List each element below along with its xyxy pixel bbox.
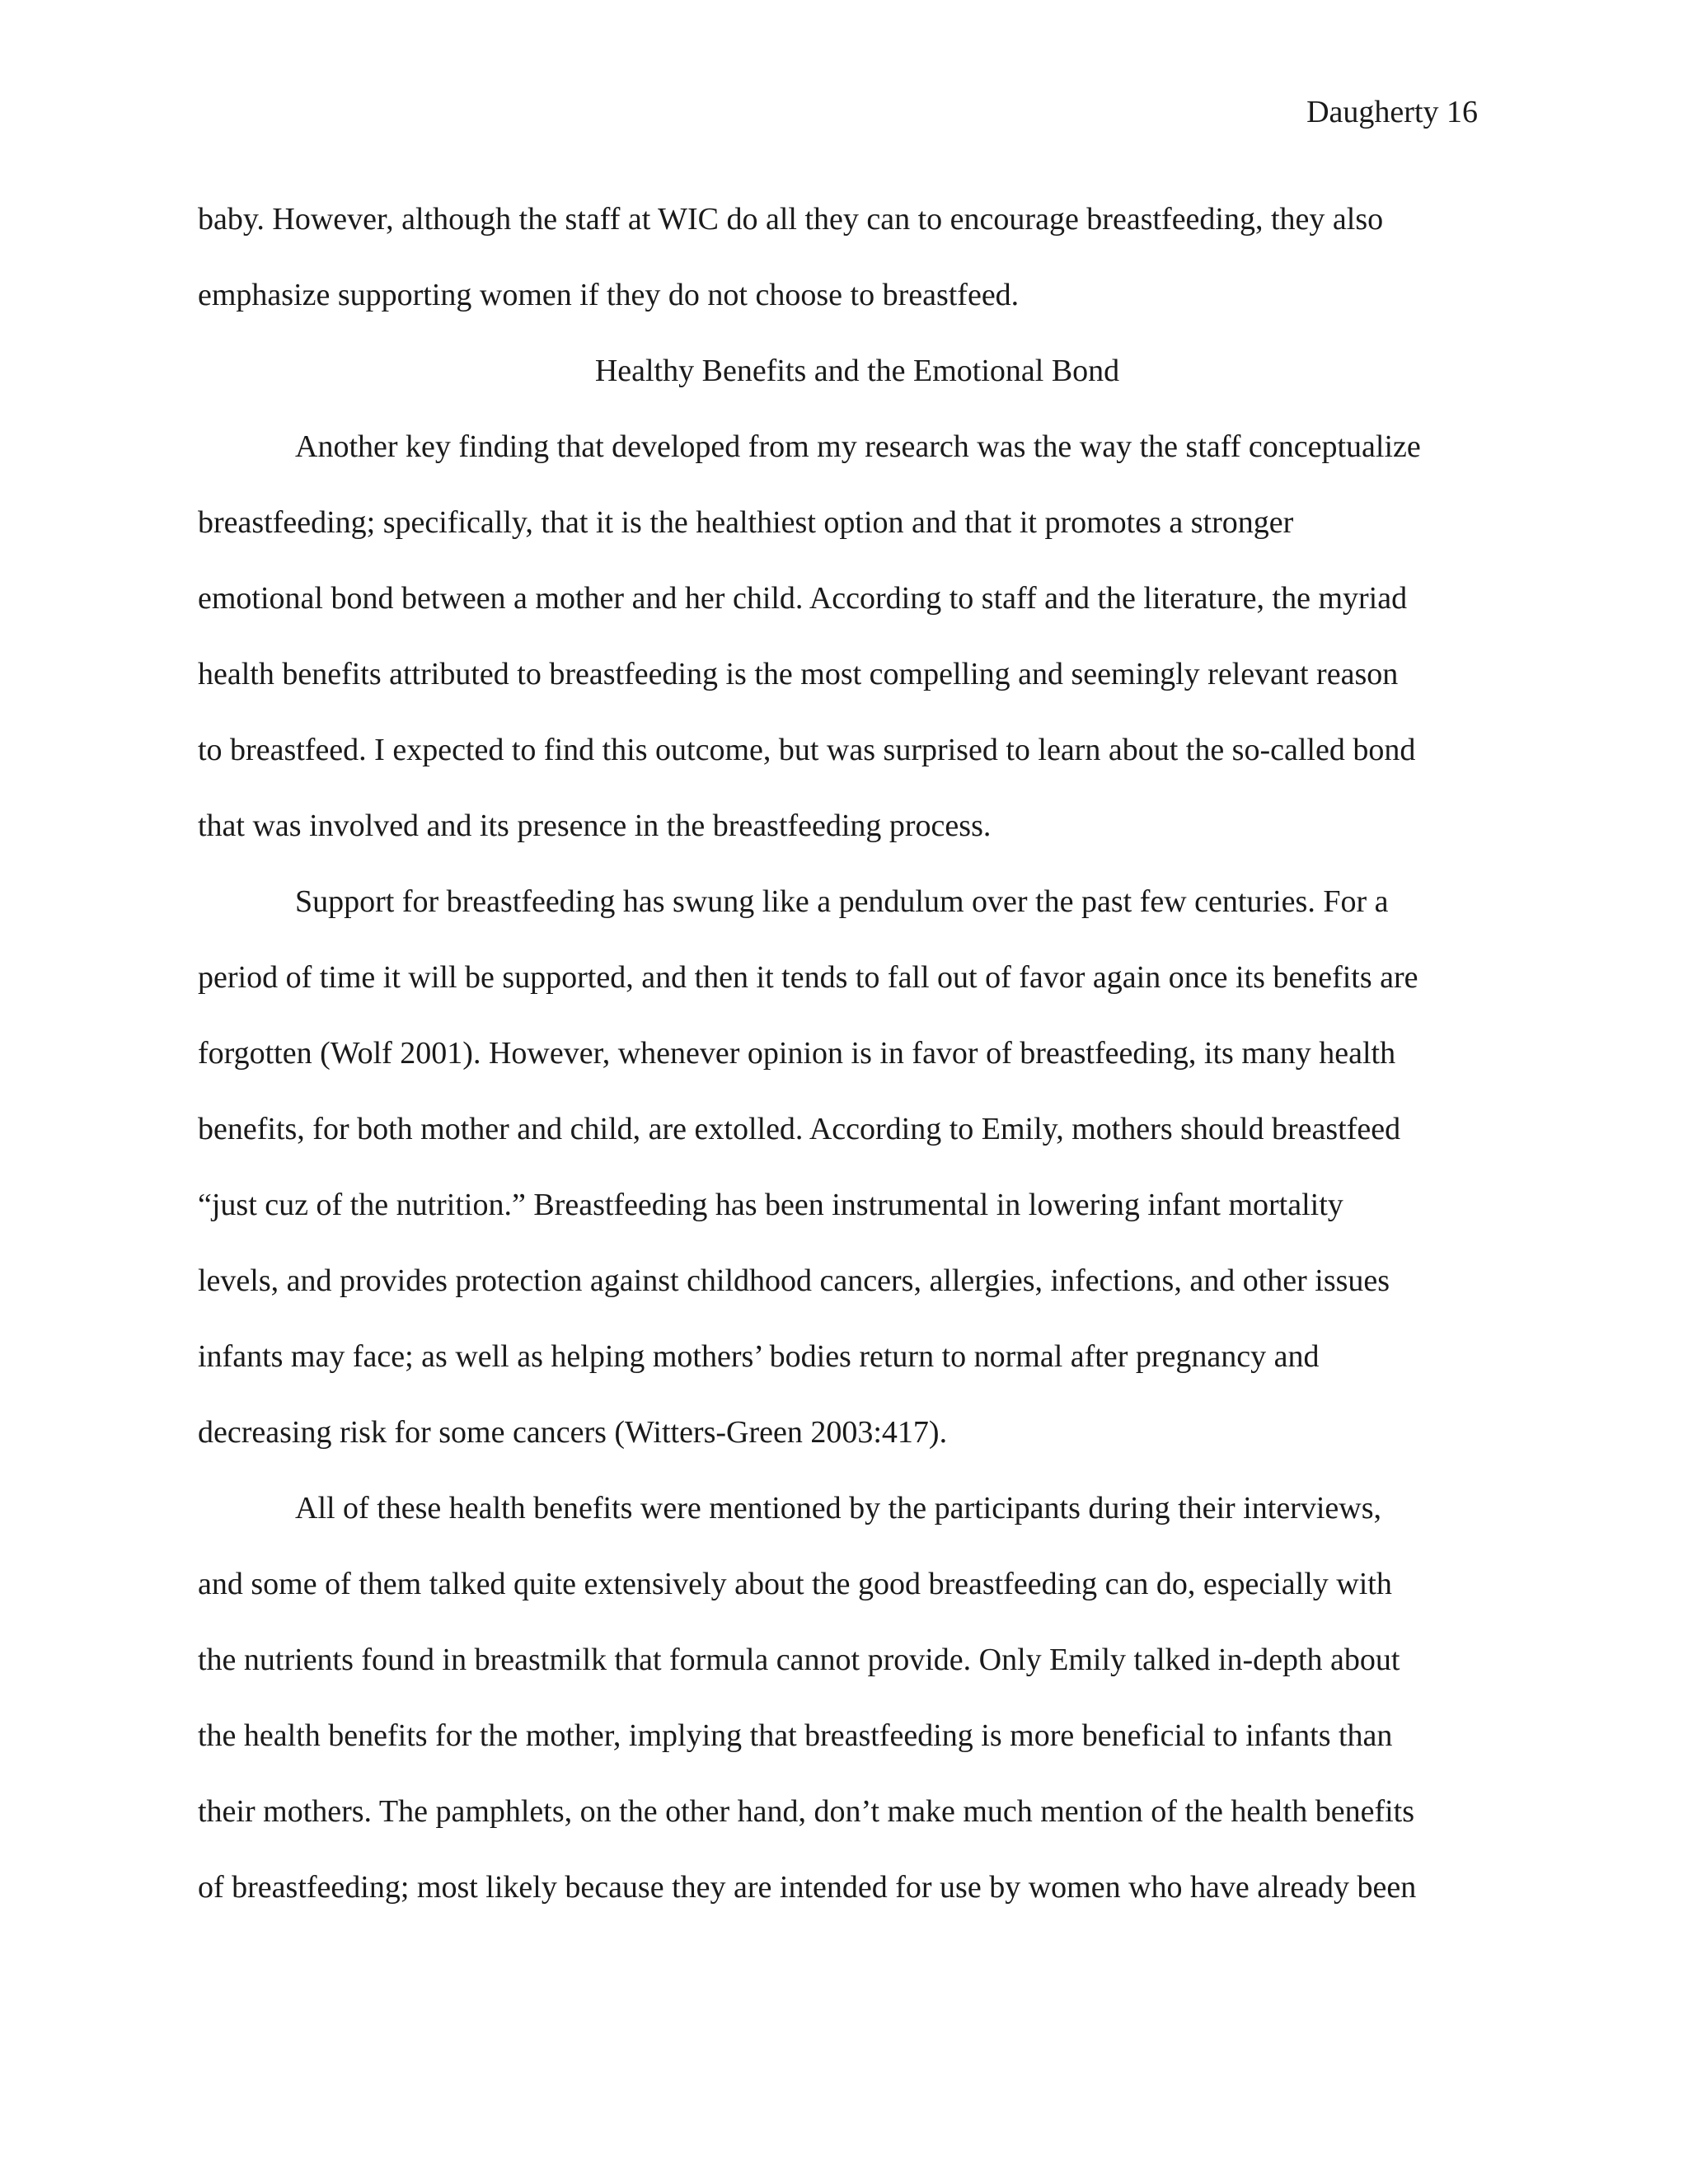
text-line: levels, and provides protection against childhood cancers, allergies, infections, and other issues	[198, 1263, 1390, 1298]
text-line: breastfeeding; specifically, that it is the healthiest option and that it promotes a stronger	[198, 505, 1294, 540]
text-line: benefits, for both mother and child, are extolled. According to Emily, mothers should breastfeed	[198, 1112, 1401, 1146]
text-line: their mothers. The pamphlets, on the other hand, don’t make much mention of the health benefits	[198, 1794, 1415, 1829]
running-head: Daugherty 16	[1306, 95, 1478, 129]
text-line: that was involved and its presence in the breastfeeding process.	[198, 808, 992, 843]
text-line: of breastfeeding; most likely because they are intended for use by women who have already been	[198, 1870, 1417, 1905]
section-heading: Healthy Benefits and the Emotional Bond	[594, 354, 1120, 388]
text-line: and some of them talked quite extensively about the good breastfeeding can do, especially with	[198, 1567, 1392, 1601]
text-line: the health benefits for the mother, implying that breastfeeding is more beneficial to infants than	[198, 1718, 1393, 1753]
text-line: “just cuz of the nutrition.” Breastfeeding has been instrumental in lowering infant mortality	[198, 1188, 1343, 1222]
text-line: to breastfeed. I expected to find this outcome, but was surprised to learn about the so-called bond	[198, 733, 1416, 767]
text-line: decreasing risk for some cancers (Witters-Green 2003:417).	[198, 1415, 948, 1450]
text-line: emphasize supporting women if they do not choose to breastfeed.	[198, 278, 1020, 312]
text-line: period of time it will be supported, and then it tends to fall out of favor again once its benefits are	[198, 960, 1418, 995]
text-line: baby. However, although the staff at WIC do all they can to encourage breastfeeding, they also	[198, 202, 1384, 237]
text-line: Support for breastfeeding has swung like a pendulum over the past few centuries. For a	[295, 884, 1389, 919]
text-line: the nutrients found in breastmilk that formula cannot provide. Only Emily talked in-depth about	[198, 1643, 1400, 1677]
text-line: emotional bond between a mother and her child. According to staff and the literature, the myriad	[198, 581, 1408, 616]
text-line: forgotten (Wolf 2001). However, whenever opinion is in favor of breastfeeding, its many health	[198, 1036, 1396, 1071]
text-line: Another key finding that developed from my research was the way the staff conceptualize	[295, 429, 1421, 464]
text-line: infants may face; as well as helping mothers’ bodies return to normal after pregnancy and	[198, 1339, 1320, 1374]
text-line: health benefits attributed to breastfeeding is the most compelling and seemingly relevant reason	[198, 657, 1399, 691]
text-line: All of these health benefits were mentioned by the participants during their interviews,	[295, 1491, 1381, 1526]
